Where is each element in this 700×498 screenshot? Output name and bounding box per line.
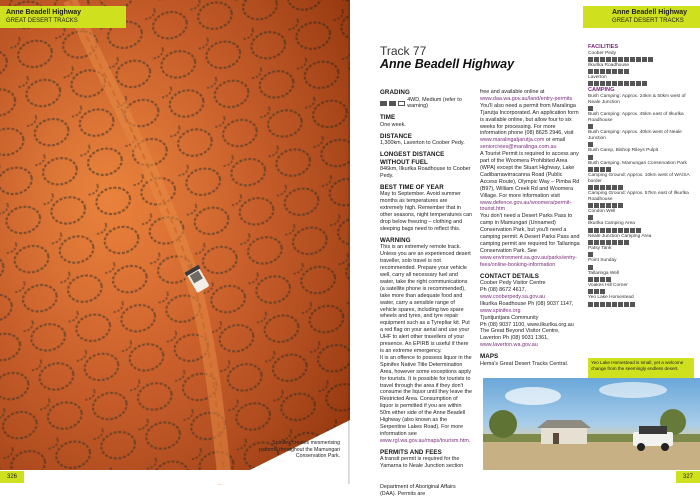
page-number-left: 326 bbox=[0, 471, 24, 483]
page-footer-right bbox=[350, 470, 700, 484]
grade-box-filled bbox=[380, 101, 387, 106]
facility-icon bbox=[618, 240, 623, 245]
facility-icon bbox=[594, 185, 599, 190]
facility-icon bbox=[624, 228, 629, 233]
camping-icon-row bbox=[588, 124, 694, 129]
camping-site-name: Camping Ground: Approx. 10km west of WA/SA border bbox=[588, 172, 690, 184]
facility-icon bbox=[606, 277, 611, 282]
maralinga-permit-text: You'll also need a permit from Maralinga Tjarutja Incorporated. An application form is available online, but allow four to six weeks for processing. For more information phone (08) 8625 2946, visit www.maralingatjarutja.com or email seniorcivies@maralinga.com.au bbox=[480, 102, 579, 151]
camping-site-name: Neale Junction Camping Area bbox=[588, 233, 652, 239]
longest-distance-heading: LONGEST DISTANCE WITHOUT FUEL bbox=[380, 151, 445, 166]
facility-icon bbox=[594, 277, 599, 282]
camping-site-name: Patsy Tank bbox=[588, 246, 612, 252]
facility-icon bbox=[642, 57, 647, 62]
best-time-heading: BEST TIME OF YEAR bbox=[380, 183, 444, 191]
camping-site-name: Point Sunday bbox=[588, 258, 617, 264]
camping-site-name: Bush Camping: Approx. 24km & 50km west of Neale Junction bbox=[588, 94, 686, 105]
facility-icon bbox=[618, 228, 623, 233]
facility-icon bbox=[588, 81, 593, 86]
page-footer-left bbox=[0, 470, 350, 484]
facility-icon bbox=[600, 203, 605, 208]
camping-icon-row bbox=[588, 265, 694, 270]
warning-heading: WARNING bbox=[380, 236, 411, 244]
permits-heading: PERMITS AND FEES bbox=[380, 448, 442, 456]
facility-icon bbox=[612, 302, 617, 307]
camping-site-name: Bush Camping, Mamungari Conservation Park bbox=[588, 160, 687, 166]
camping-icon-row bbox=[588, 142, 694, 147]
facility-icon bbox=[618, 302, 623, 307]
facility-icon bbox=[600, 167, 605, 172]
facility-icon bbox=[588, 215, 593, 220]
camping-site-name: Tallaringa Well bbox=[588, 270, 620, 276]
facility-icon bbox=[594, 167, 599, 172]
facility-icon bbox=[588, 252, 593, 257]
camping-icon-row bbox=[588, 106, 694, 111]
best-time-text: May to September. Avoid summer months as temperatures are extremely high. Remember that in other seasons, night temperatures can drop below freezing – clothing and sleeping bags need to reflect this. bbox=[380, 191, 472, 232]
grading-row bbox=[380, 97, 472, 111]
running-header-title: Anne Beadell Highway bbox=[612, 9, 688, 16]
permits-text: A transit permit is required for the Yamarna to Neale Junction section Department of Aboriginal Affairs (DAA). Permits are bbox=[380, 456, 464, 497]
desert-parks-link[interactable]: www.environment.sa.gov.au/parks/entry-fees/online-booking-information bbox=[480, 254, 577, 268]
track-number: Track 77 bbox=[380, 44, 427, 58]
contact-line: Ph (08) 9037 1100, www.ilkurlka.org.au bbox=[480, 321, 574, 328]
running-header-subtitle: GREAT DESERT TRACKS bbox=[612, 18, 684, 24]
facility-icon bbox=[642, 81, 647, 86]
distance-heading: DISTANCE bbox=[380, 132, 412, 140]
facility-icon bbox=[594, 81, 599, 86]
facilities-sidebar bbox=[588, 44, 694, 308]
running-header-right bbox=[583, 6, 700, 28]
facility-icon bbox=[606, 240, 611, 245]
running-header-left bbox=[0, 6, 126, 28]
facility-icon bbox=[588, 203, 593, 208]
desert-parks-text: You don't need a Desert Parks Pass to camp in Mamungari (Unnamed) Conservation Park, but you'll need a camping permit. A Desert Parks Pass and camping permit are required for Tallaringa Conservation Park. See www.environment.sa.gov.au/parks/entry-fees/online-booking-information bbox=[480, 213, 580, 268]
facility-icon bbox=[630, 81, 635, 86]
camping-icon-row bbox=[588, 302, 694, 307]
time-heading: TIME bbox=[380, 114, 396, 122]
facility-icon bbox=[588, 302, 593, 307]
facility-icon bbox=[618, 203, 623, 208]
facility-icon bbox=[594, 289, 599, 294]
facility-icon bbox=[612, 81, 617, 86]
facility-icon bbox=[600, 57, 605, 62]
facility-icon bbox=[606, 203, 611, 208]
text-column-2 bbox=[480, 89, 580, 368]
contact-line: Ph (08) 8672 4617, bbox=[480, 286, 527, 293]
facility-icon bbox=[618, 57, 623, 62]
camping-icon-row bbox=[588, 252, 694, 257]
facility-icon bbox=[606, 167, 611, 172]
facility-icon bbox=[600, 302, 605, 307]
facility-icon bbox=[600, 277, 605, 282]
facility-icon bbox=[636, 228, 641, 233]
camping-icon-row bbox=[588, 289, 694, 294]
facility-icon bbox=[594, 57, 599, 62]
camping-icon-row bbox=[588, 240, 694, 245]
facility-name: Ilkurlka Roadhouse bbox=[588, 62, 630, 68]
facility-icon bbox=[588, 124, 593, 129]
facilities-list bbox=[588, 51, 694, 87]
facility-icon bbox=[588, 228, 593, 233]
daa-permit-link[interactable]: www.daa.wa.gov.au/land/entry-permits bbox=[480, 95, 573, 102]
camping-site-name: Voakes Hill Corner bbox=[588, 282, 628, 288]
contact-list bbox=[480, 280, 580, 349]
facility-icon bbox=[600, 240, 605, 245]
facility-icon bbox=[636, 81, 641, 86]
running-header-subtitle: GREAT DESERT TRACKS bbox=[6, 18, 78, 24]
camping-icon-row bbox=[588, 203, 694, 208]
facility-icon bbox=[606, 69, 611, 74]
facility-icon bbox=[606, 185, 611, 190]
facility-icon bbox=[612, 57, 617, 62]
facility-icon bbox=[624, 240, 629, 245]
warning-text: This is an extremely remote track. Unless you are an experienced desert traveller, solo travel is not recommended. Prepare your vehicle well, carry all necessary fuel and water, take the right communications (a satellite phone is recommended), take more than adequate food and water, carry a sensible range of vehicle spares, including two spare wheels and tyres, and tyre repair equipment such as a Tyrepliar kit. Put a red flag on your aerial and use your UHF to alert other travellers of your presence. An EPIRB is useful if there is an extreme emergency. bbox=[380, 244, 471, 354]
contact-line: Laverton Ph (08) 9031 1361, bbox=[480, 335, 549, 342]
camping-icon-row bbox=[588, 228, 694, 233]
homestead-photo-drawing bbox=[483, 378, 700, 470]
facility-icon bbox=[618, 69, 623, 74]
facility-icon bbox=[606, 81, 611, 86]
facility-icon bbox=[600, 81, 605, 86]
contact-link[interactable]: www.cooberpedy.sa.gov.au bbox=[480, 293, 546, 300]
right-page bbox=[350, 0, 700, 497]
camping-site-name: Bush Camping: Approx. 45km east of Ilkurlka Roadhouse bbox=[588, 112, 684, 123]
facility-icon bbox=[588, 57, 593, 62]
camping-site-name: Ilkurlka Camping Area bbox=[588, 221, 635, 227]
contact-line: Ilkurlka Roadhouse Ph (08) 9037 1147, bbox=[480, 300, 574, 307]
facility-icon bbox=[648, 57, 653, 62]
facility-icon bbox=[600, 228, 605, 233]
facility-icon bbox=[588, 69, 593, 74]
camping-site-name: Condon Well bbox=[588, 209, 616, 215]
facility-icon bbox=[624, 81, 629, 86]
sidebar-photo-caption: Yeo Lake Homestead is small, yet a welcome change from the seemingly endless desert. bbox=[588, 358, 694, 378]
camping-heading: CAMPING bbox=[588, 87, 615, 94]
facility-icon bbox=[606, 57, 611, 62]
camping-site-name: Camping Ground: Approx. 57km east of Ilkurlka Roadhouse bbox=[588, 191, 689, 202]
facility-icon bbox=[594, 203, 599, 208]
contact-line: The Great Beyond Visitor Centre, bbox=[480, 328, 560, 335]
camping-icon-row bbox=[588, 167, 694, 172]
camping-site-name: Yeo Lake Homestead bbox=[588, 295, 634, 301]
facility-icon bbox=[624, 302, 629, 307]
tourist-permit-text: A Tourist Permit is required to access any part of the Woomera Prohibited Area (WPA) except the Stuart Highway, Lake Cadibarrawirracanna Road (Public Access Route), Olympic Way – Pimba Rd (B97), William Creek Rd and Woomera Village. For more information visit www.defence.gov.au/woomera/permit-tourist.htm bbox=[480, 151, 580, 213]
facility-icon bbox=[588, 240, 593, 245]
camping-icon-row bbox=[588, 215, 694, 220]
facility-icon bbox=[606, 228, 611, 233]
homestead-building bbox=[537, 420, 591, 444]
warning-liquor-text: It is an offence to possess liquor in the Spinifex Native Title Determination Area, however some exceptions apply for tourists. It is possible for tourists to travel through the area if they don't consume the liquor until they leave the Restricted Area. Consumption of liquor is permitted if you are within 50m either side of the Anne Beadell Highway (also known as the Serpentine Lakes Road). For more information see www.rgl.wa.gov.au/maps/tourism.htm. bbox=[380, 354, 472, 444]
distance-text: 1,300km, Laverton to Coober Pedy. bbox=[380, 140, 465, 147]
spinifex-aerial-photo bbox=[0, 0, 350, 484]
left-page-photo bbox=[0, 0, 350, 484]
longest-distance-text: 846km, Ilkurlka Roadhouse to Coober Pedy. bbox=[380, 166, 471, 180]
running-header-title: Anne Beadell Highway bbox=[6, 9, 82, 16]
facility-icon bbox=[594, 240, 599, 245]
facility-icon bbox=[630, 57, 635, 62]
contact-line: Coober Pedy Visitor Centre bbox=[480, 280, 546, 287]
facility-icon bbox=[594, 302, 599, 307]
facility-icon bbox=[594, 69, 599, 74]
facility-icon bbox=[612, 203, 617, 208]
facility-icon bbox=[630, 228, 635, 233]
grade-box-empty bbox=[398, 101, 405, 106]
contact-link[interactable]: www.spinifex.org bbox=[480, 307, 521, 314]
tourist-permit-link[interactable]: www.defence.gov.au/woomera/permit-tourist.htm bbox=[480, 199, 572, 213]
facility-icon bbox=[600, 69, 605, 74]
facility-icon bbox=[612, 69, 617, 74]
maralinga-email-link[interactable]: seniorcivies@maralinga.com.au bbox=[480, 144, 557, 151]
facility-name: Laverton bbox=[588, 75, 607, 81]
facility-icon bbox=[606, 302, 611, 307]
maps-text: Hema's Great Desert Tracks Central. bbox=[480, 360, 569, 367]
track-title: Anne Beadell Highway bbox=[380, 57, 515, 71]
facility-icon bbox=[588, 265, 593, 270]
contact-link[interactable]: www.laverton.wa.gov.au bbox=[480, 342, 538, 349]
facility-icon bbox=[588, 155, 593, 160]
camping-icon-row bbox=[588, 185, 694, 190]
facilit-icon-row bbox=[588, 57, 694, 62]
camping-site-name: Bush Camp, Bishop Rileys Pulpit bbox=[588, 148, 659, 154]
maralinga-web-link[interactable]: www.maralingatjarutja.com bbox=[480, 137, 545, 144]
camping-list bbox=[588, 94, 694, 306]
time-text: One week. bbox=[380, 121, 406, 128]
grading-heading: GRADING bbox=[380, 89, 410, 96]
facilit-icon-row bbox=[588, 69, 694, 74]
facility-icon bbox=[588, 106, 593, 111]
facility-icon bbox=[618, 81, 623, 86]
facility-icon bbox=[612, 228, 617, 233]
facility-icon bbox=[588, 185, 593, 190]
photo-caption: Spinifex creates mesmerising patterns throughout the Mamungari Conservation Park. bbox=[258, 440, 340, 459]
liquor-link[interactable]: www.rgl.wa.gov.au/maps/tourism.htm. bbox=[380, 437, 471, 444]
facility-icon bbox=[612, 240, 617, 245]
contact-line: Tjuntjuntjara Community bbox=[480, 314, 539, 321]
text-column-1 bbox=[380, 89, 472, 498]
camping-icon-row bbox=[588, 155, 694, 160]
page-number-right: 327 bbox=[676, 471, 700, 483]
facility-name: Coober Pedy bbox=[588, 50, 616, 56]
facility-icon bbox=[588, 289, 593, 294]
contact-heading: CONTACT DETAILS bbox=[480, 272, 540, 280]
facility-icon bbox=[612, 185, 617, 190]
maps-heading: MAPS bbox=[480, 353, 499, 361]
camping-site-name: Bush Camping: Approx. 40km west of Neale Junction bbox=[588, 130, 682, 142]
facility-icon bbox=[588, 277, 593, 282]
facility-icon bbox=[624, 57, 629, 62]
facility-icon bbox=[624, 69, 629, 74]
facility-icon bbox=[636, 57, 641, 62]
camping-icon-row bbox=[588, 277, 694, 282]
facility-icon bbox=[630, 302, 635, 307]
facility-icon bbox=[588, 142, 593, 147]
permits-continued: free and available online at www.daa.wa.gov.au/land/entry-permits bbox=[480, 89, 573, 102]
grade-box-filled bbox=[389, 101, 396, 106]
grading-text: 4WD, Medium (refer to warning) bbox=[407, 96, 462, 110]
facility-icon bbox=[594, 228, 599, 233]
facility-icon bbox=[588, 167, 593, 172]
facility-icon bbox=[600, 185, 605, 190]
homestead-photo bbox=[483, 378, 700, 470]
facility-icon bbox=[600, 289, 605, 294]
facility-icon bbox=[618, 185, 623, 190]
facilit-icon-row bbox=[588, 81, 694, 86]
facilities-heading: FACILITIES bbox=[588, 44, 619, 50]
